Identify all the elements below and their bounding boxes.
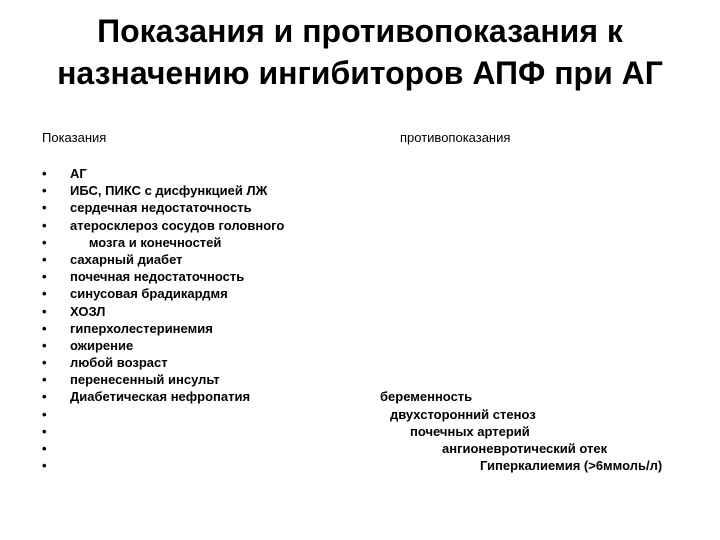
bullet-icon: • (42, 389, 47, 405)
indication-text: любой возраст (70, 355, 168, 371)
bullet-icon: • (42, 286, 47, 302)
bullet-icon: • (42, 166, 47, 181)
list-item (42, 183, 702, 200)
slide-title-line-2: назначению ингибиторов АПФ при АГ (57, 55, 663, 91)
list-item (42, 235, 702, 252)
indication-text: атеросклероз сосудов головного (70, 217, 285, 233)
indication-text: ИБС, ПИКС с дисфункцией ЛЖ (70, 183, 268, 199)
list-item (42, 218, 702, 235)
indication-text: почечная недостаточность (70, 269, 245, 285)
bullet-icon: • (42, 423, 47, 439)
list-item (42, 458, 702, 475)
list-item (42, 441, 702, 458)
bullet-list (42, 166, 702, 475)
list-item (42, 424, 702, 441)
indication-text: мозга и конечностей (78, 234, 222, 250)
indication-text: сахарный диабет (70, 251, 183, 267)
list-item (42, 321, 702, 338)
indication-text: перенесенный инсульт (70, 372, 220, 388)
contraindication-text: почечных артерий (410, 423, 530, 439)
list-item (42, 252, 702, 269)
indication-text: сердечная недостаточность (70, 200, 252, 216)
bullet-icon: • (42, 372, 47, 388)
list-item (42, 389, 702, 406)
list-item (42, 338, 702, 355)
contraindication-text: беременность (380, 389, 473, 405)
list-item (42, 372, 702, 389)
bullet-icon: • (42, 441, 47, 456)
bullet-icon: • (42, 320, 47, 336)
indications-header: Показания (42, 130, 107, 145)
bullet-icon: • (42, 303, 47, 319)
list-item (42, 355, 702, 372)
bullet-icon: • (42, 234, 47, 250)
contraindication-text: двухсторонний стеноз (390, 406, 536, 422)
slide-title-line-1: Показания и противопоказания к (97, 13, 623, 49)
indication-text: гиперхолестеринемия (70, 320, 213, 336)
bullet-icon: • (42, 251, 47, 267)
indication-text: АГ (70, 166, 87, 181)
bullet-icon: • (42, 200, 47, 216)
indication-text: синусовая брадикардмя (70, 286, 228, 302)
bullet-icon: • (42, 217, 47, 233)
bullet-icon: • (42, 355, 47, 371)
contraindication-text: ангионевротический отек (442, 441, 608, 456)
indication-text: ХОЗЛ (70, 303, 106, 319)
list-item (42, 407, 702, 424)
bullet-icon: • (42, 458, 47, 474)
list-item (42, 166, 702, 183)
bullet-icon: • (42, 269, 47, 285)
indication-text: ожирение (70, 337, 134, 353)
list-item (42, 304, 702, 321)
contraindications-header: противопоказания (400, 130, 511, 145)
slide-title (0, 10, 720, 94)
bullet-icon: • (42, 337, 47, 353)
list-item (42, 269, 702, 286)
list-item (42, 200, 702, 217)
bullet-icon: • (42, 406, 47, 422)
indication-text: Диабетическая нефропатия (70, 389, 251, 405)
list-item (42, 286, 702, 303)
bullet-icon: • (42, 183, 47, 199)
contraindication-text: Гиперкалиемия (>6ммоль/л) (480, 458, 663, 474)
